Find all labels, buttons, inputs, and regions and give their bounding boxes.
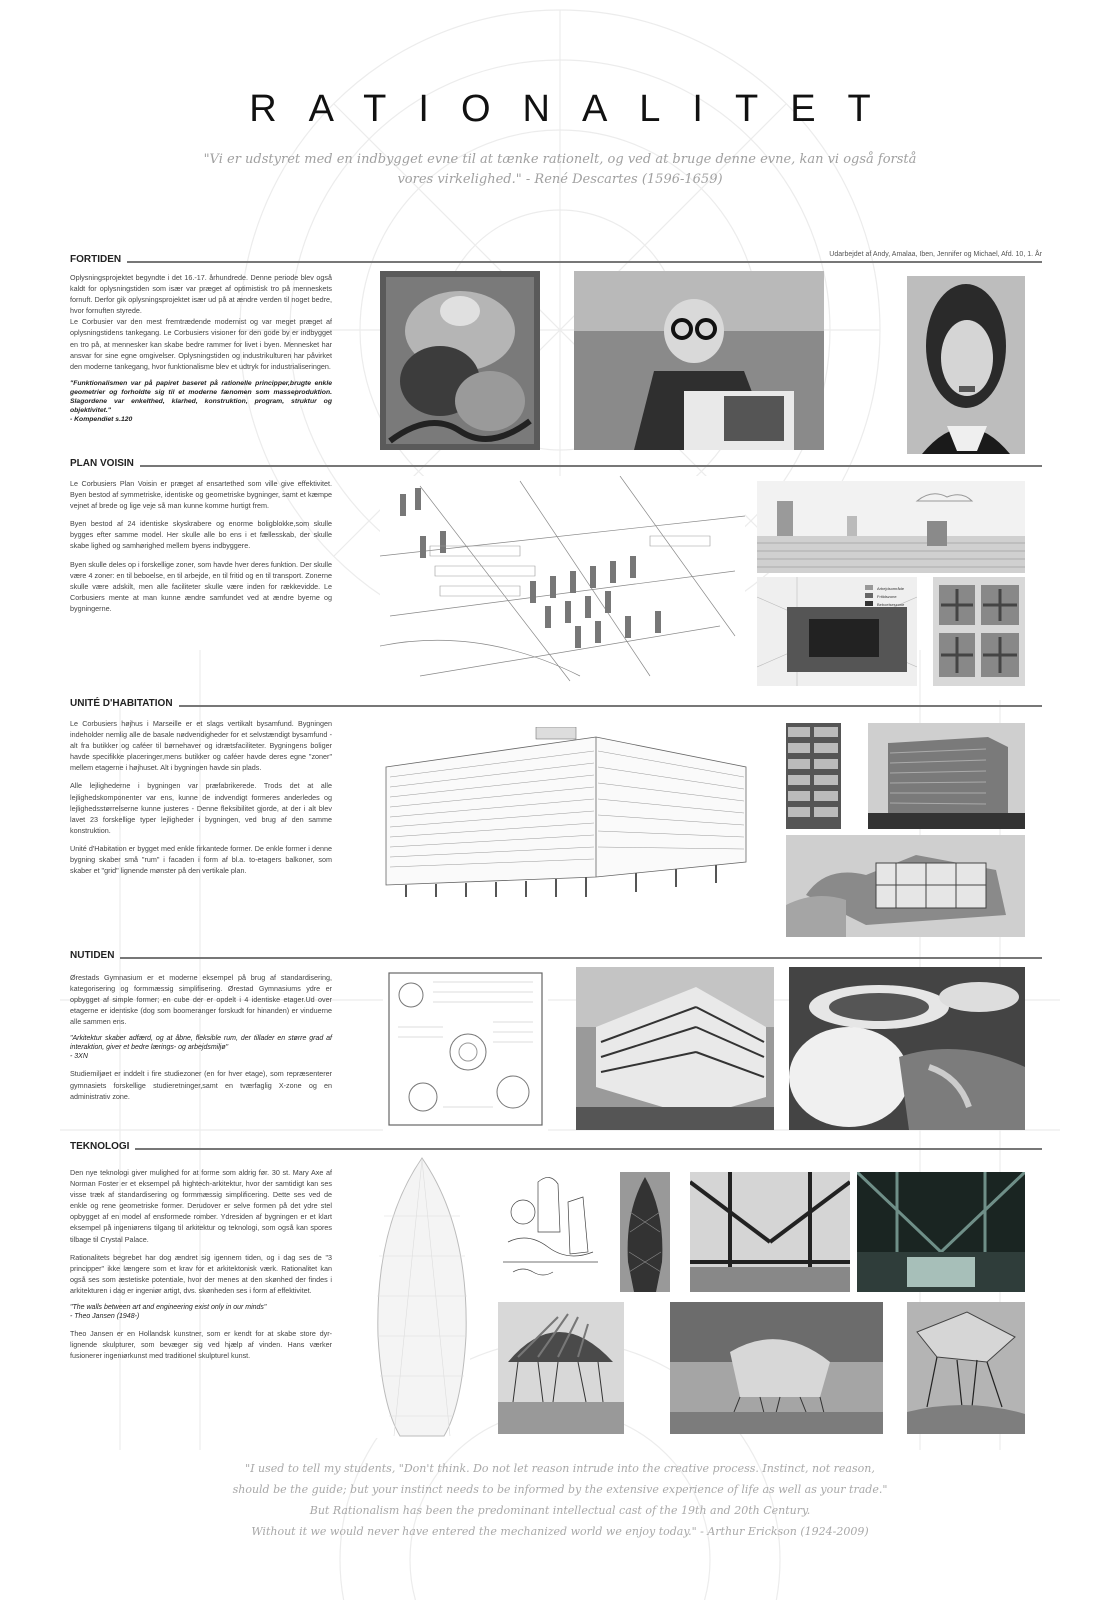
section-label: PLAN VOISIN bbox=[70, 458, 134, 469]
plan-voisin-rendering bbox=[757, 481, 1025, 573]
divider bbox=[140, 465, 1042, 467]
paragraph: Rationalitets begrebet har dog ændret sig igennem tiden, og i dag ses de "3 principper" ikke længere som et krav for et arkitektonisk værk. Rationalitet kan også ses som æstetiske potentiale, hvor der menes at den skønhed der findes i arkitekturen i dag er ingeniør artigt, dvs. skønheden ses i form af effektivitet. bbox=[70, 1252, 332, 1295]
section-label: NUTIDEN bbox=[70, 950, 115, 961]
divider bbox=[120, 957, 1042, 959]
orestad-interior-photo bbox=[789, 967, 1025, 1130]
page-title: RATIONALITET bbox=[249, 88, 903, 130]
baroque-painting-image bbox=[380, 271, 540, 450]
fortiden-text bbox=[70, 272, 332, 424]
section-heading-unite bbox=[70, 698, 1042, 712]
legend-item: Fritidszone bbox=[877, 594, 897, 599]
teknologi-text bbox=[70, 1167, 332, 1368]
quote-source: - 3XN bbox=[70, 1053, 88, 1061]
gherkin-interior-photo bbox=[690, 1172, 850, 1292]
plan-voisin-zone-plan bbox=[757, 577, 917, 686]
descartes-quote: "Vi er udstyret med en indbygget evne til at tænke rationelt, og ved at bruge denne evne, kan vi også forstå vores virkelighed." - René Descartes (1596-1659) bbox=[203, 152, 917, 187]
quote: "Arkitektur skaber adfærd, og at åbne, fleksible rum, der tillader en større grad af interaktion, giver et bedre lærings- og arbejdsmiljø" bbox=[70, 1035, 332, 1052]
divider bbox=[179, 705, 1042, 707]
unite-drawing bbox=[376, 727, 756, 905]
unite-text bbox=[70, 718, 332, 883]
nutiden-text bbox=[70, 972, 332, 1109]
divider bbox=[127, 261, 1042, 263]
quote: "The walls between art and engineering exist only in our minds" bbox=[70, 1304, 267, 1312]
plan-voisin-site-plan bbox=[933, 577, 1025, 686]
strandbeest-photo-3 bbox=[907, 1302, 1025, 1434]
orestad-floor-plan bbox=[383, 967, 548, 1131]
paragraph: Le Corbusier var den mest fremtrædende modernist og var meget præget af oplysningstidens tankegang. Le Corbusiers visioner for den gode by er indbygget en tro på, at mennesker kan skabe bedre rammer for livet i byen. Mennesket har ansvar for sine egne omgivelser. Oplysningstiden og industrikulturen har påvirket den moderne tankegang, hvor funktionalisme blev et udtryk for industrialiseringen. bbox=[70, 317, 332, 371]
quote-line: "I used to tell my students, "Don't think. Do not let reason intrude into the creative process. Instinct, not reason, bbox=[245, 1462, 875, 1475]
paragraph: Ørestads Gymnasium er et moderne eksempel på brug af standardisering, kategorisering og formmæssig simplifisering. Ørestad Gymnasiums ydre er opbygget af simple former; en cube der er opdelt i 4 identiske etager.Ud over etagerne er identiske (dog som boomeranger forskudt for hinanden) er vinduerne alle sammen ens. bbox=[70, 973, 332, 1027]
quote-line: Without it we would never have entered the mechanized world we enjoy today." - Arthur Erickson (1924-2009) bbox=[251, 1525, 869, 1538]
quote-line: should be the guide; but your instinct needs to be informed by the extensive experience of life as well as your trade." bbox=[232, 1483, 888, 1496]
legend-item: Beboelseszone bbox=[877, 602, 905, 607]
unite-building-photo bbox=[868, 723, 1025, 829]
paragraph: Byen bestod af 24 identiske skyskrabere og enorme boligblokke,som skulle bygges efter samme model. Her skulle alle bo ens i et fællesskab, der skulle skabe lighed og samhørighed mellem byens indbyggere. bbox=[70, 519, 332, 551]
gherkin-tower-photo bbox=[620, 1172, 670, 1292]
divider bbox=[135, 1148, 1042, 1150]
paragraph: Alle lejlighederne i bygningen var præfabrikerede. Trods det at alle lejlighedskomponenter var ens, kunne de indvendigt formeres anderledes og lejlighedsstørrelserne kunne justeres - Denne fleksibilitet gjorde, at der i alt blev lavet 23 forskellige typer lejligheder i bygningen, ved brug af den samme konstruktion. bbox=[70, 781, 332, 835]
credit-line: Udarbejdet af Andy, Amalaa, Iben, Jennifer og Michael, Afd. 10, 1. År bbox=[829, 251, 1042, 258]
paragraph: Byen skulle deles op i forskellige zoner, som havde hver deres funktion. Der skulle være 4 zoner: en til beboelse, en til arbejde, en til fritid og en til transport. Zonerne skulle være adskilt, men alle faciliteter skulle være inden for rækkevidde. Le Corbusiers mente at man kunne ændre samfundet ved at ændre byerne og bygningerne. bbox=[70, 559, 332, 613]
paragraph: Le Corbusiers Plan Voisin er præget af ensartethed som ville give effektivitet. Byen bestod af symmetriske, identiske og geometriske bygninger, samt et kæmpe vejnet af brede og lige veje så man kunne komme hurtigt frem. bbox=[70, 479, 332, 511]
descartes-portrait bbox=[907, 276, 1025, 454]
strandbeest-photo-2 bbox=[670, 1302, 883, 1434]
legend-item: Arbejdsområde bbox=[877, 586, 905, 591]
paragraph: Le Corbusiers højhus i Marseille er et slags vertikalt bysamfund. Bygningen indeholder nemlig alle de basale nødvendigheder for et selvstændigt bysamfund - alt fra butikker og caféer til børnehaver og idrætsfaciliteter. Bygningens boliger havde specifikke placeringer,mens butikker og caféer havde deres egne "zoner" mellem etagerne i højhuset. Alt i bygningen havde sin plads. bbox=[70, 719, 332, 773]
orestad-gymnasium-exterior-photo bbox=[576, 967, 774, 1130]
section-heading-nutiden bbox=[70, 950, 1042, 964]
section-label: FORTIDEN bbox=[70, 254, 122, 265]
architecture-sketch bbox=[498, 1172, 602, 1292]
section-heading-teknologi bbox=[70, 1141, 1042, 1155]
gherkin-elevation-drawing bbox=[374, 1156, 470, 1438]
plan-voisin-axonometric-drawing bbox=[380, 476, 745, 686]
section-heading-plan-voisin bbox=[70, 458, 1042, 472]
plan-voisin-text bbox=[70, 478, 332, 621]
quote: "Funktionalismen var på papiret baseret på rationelle principper,brugte enkle geometrier og forholdte sig til et moderne fænomen som masseproduktion. Slagordene var enkelthed, klarhed, konstruktion, program, struktur og objektivitet." bbox=[70, 379, 332, 414]
unite-apartment-model-photo bbox=[786, 835, 1025, 937]
section-heading-fortiden bbox=[70, 254, 1042, 268]
section-label: TEKNOLOGI bbox=[70, 1141, 130, 1152]
paragraph: Theo Jansen er en Hollandsk kunstner, som er kendt for at skabe store dyr-lignende skulpturer, som bevæger sig ved hjælp af vinden. Hans værker fusionerer ingeniørkunst med traditionel skulpturel kunst. bbox=[70, 1329, 332, 1361]
quote-line: But Rationalism has been the predominant intellectual cast of the 19th and 20th Century. bbox=[309, 1504, 811, 1517]
section-label: UNITÉ D'HABITATION bbox=[70, 698, 173, 709]
quote-source: - Kompendiet s.120 bbox=[70, 415, 133, 423]
paragraph: Oplysningsprojektet begyndte i det 16.-17. århundrede. Denne periode blev også kaldt for oplysningstiden som især var præget af optimistisk tro på menneskets fornuft. Derfor gik oplysningsprojektet især ud på at ændre verden til noget bedre, hvor fornuften styrede. bbox=[70, 273, 332, 316]
paragraph: Den nye teknologi giver mulighed for at forme som aldrig før. 30 st. Mary Axe af Norman Foster er et eksempel på hightech-arkitektur, hvor der samtidigt kan ses visse træk af standardisering og formmæssig simplificering. Dette ses ved de enkle og rene geometriske former. Derudover er selve formen på det ydre stel opbygget af en model af ensformede romber. Ydresiden af bygningen er et klart eksempel på ingeniørens tilgang til arkitektur og teknologi, som også kan spores tilbage til Crystal Palace. bbox=[70, 1168, 332, 1244]
erickson-quote bbox=[190, 1458, 930, 1542]
strandbeest-photo-1 bbox=[498, 1302, 624, 1434]
paragraph: Studiemiljøet er inddelt i fire studiezoner (en for hver etage), som repræsenterer gymnasiets forskellige studieretninger,samt en tværfaglig X-zone og en administrativ zone. bbox=[70, 1069, 332, 1101]
paragraph: Unité d'Habitation er bygget med enkle firkantede former. De enkle former i denne bygning skaber små "rum" i facaden i form af bl.a. to-etagers balkoner, som skaber et "grid" lignende mønster på den vertikale plan. bbox=[70, 843, 332, 876]
gherkin-night-photo bbox=[857, 1172, 1025, 1292]
quote-source: - Theo Jansen (1948-) bbox=[70, 1313, 140, 1321]
unite-facade-detail bbox=[786, 723, 841, 829]
le-corbusier-photo bbox=[574, 271, 824, 450]
